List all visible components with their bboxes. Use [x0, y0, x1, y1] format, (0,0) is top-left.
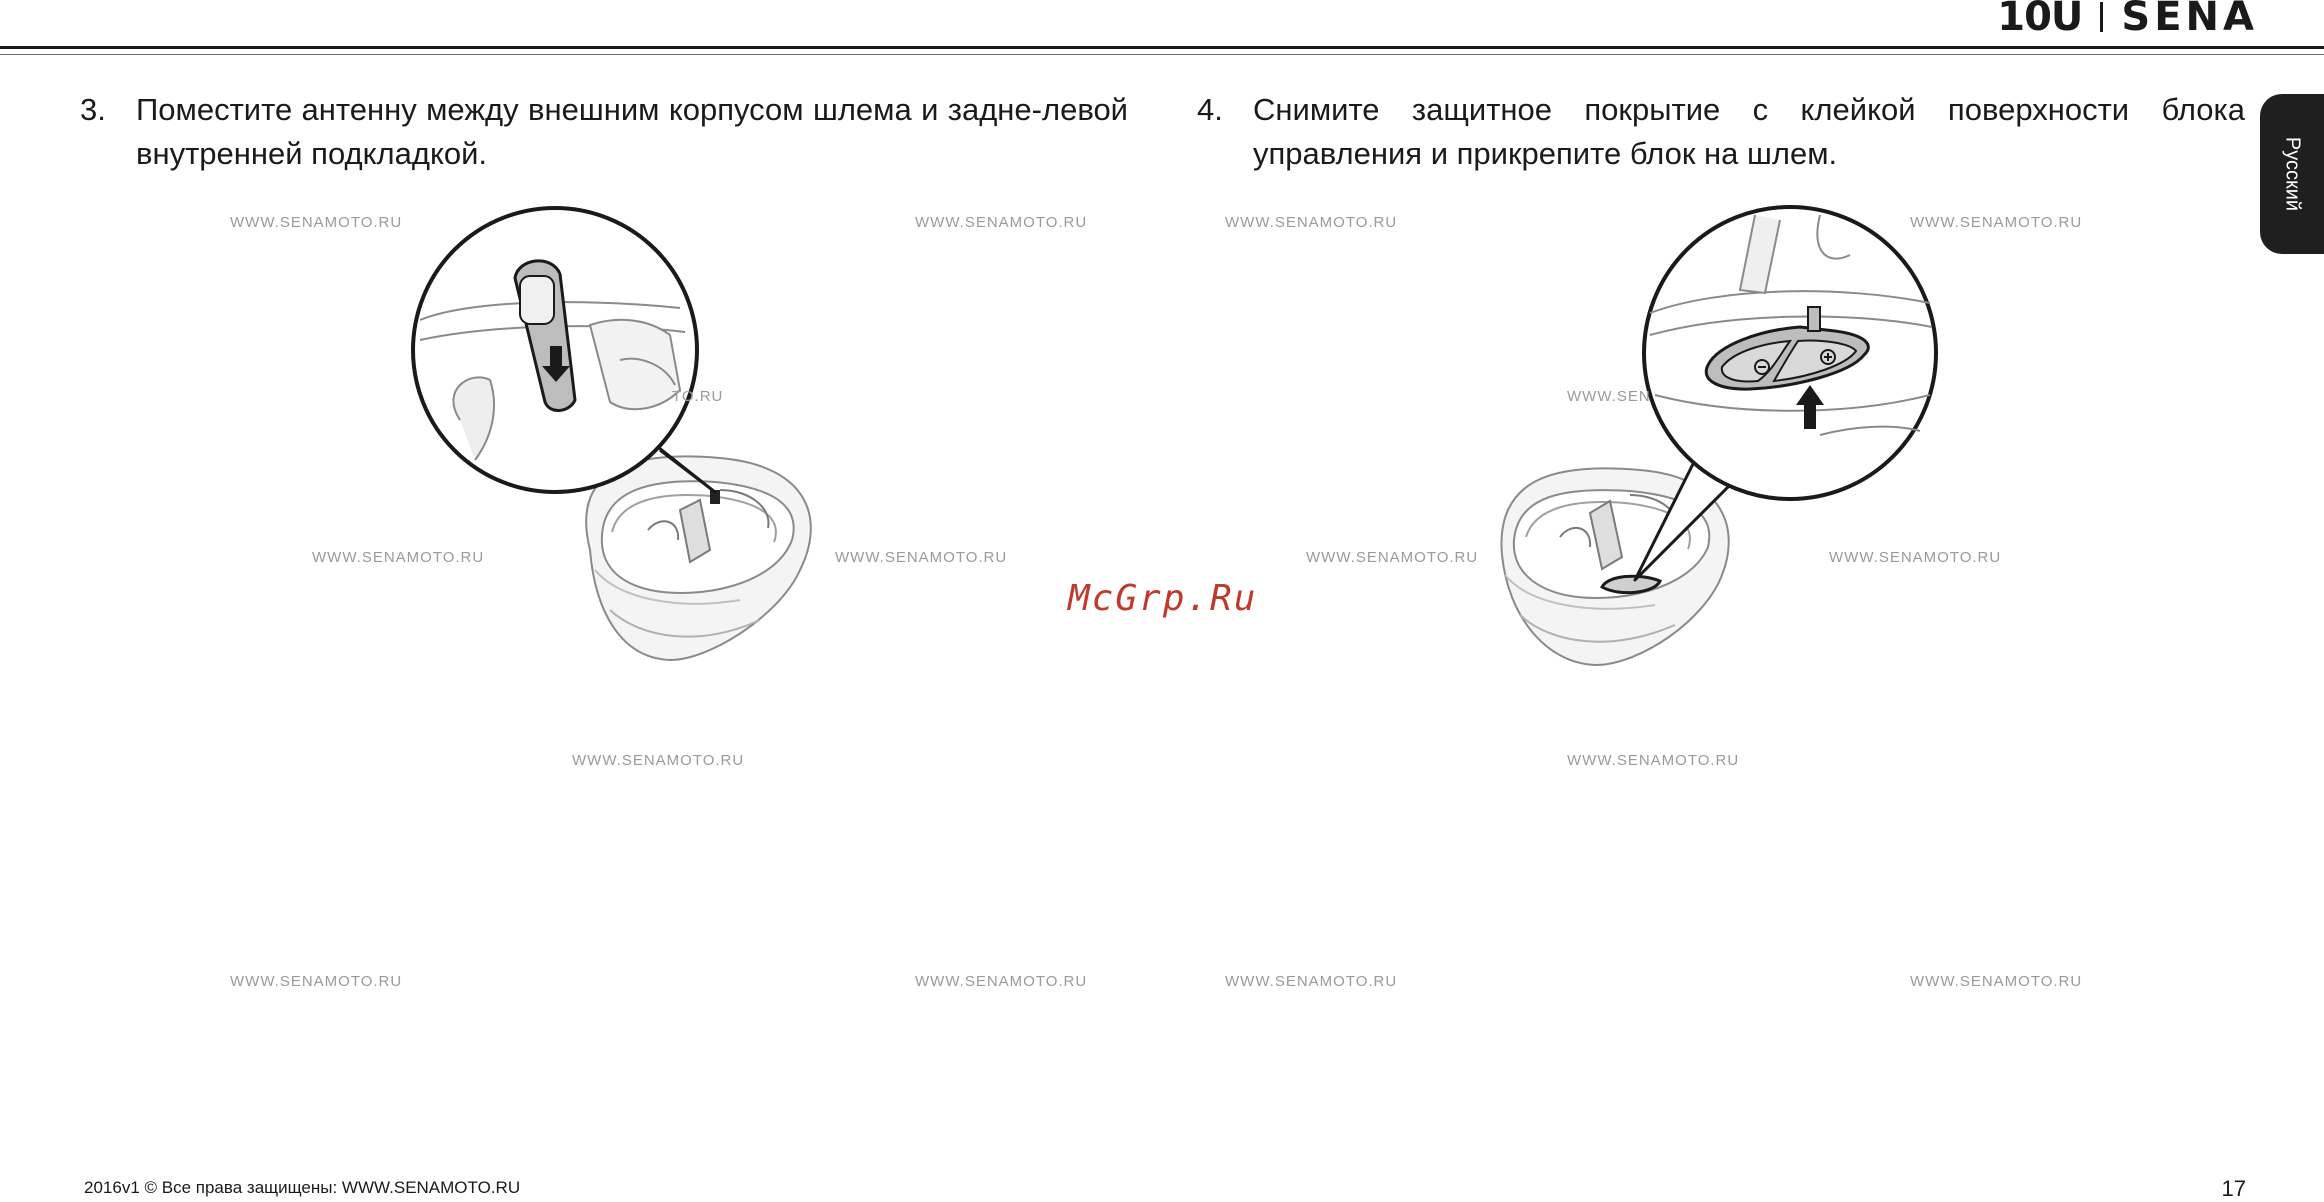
watermark: WWW.SENAMOTO.RU	[230, 214, 403, 231]
helmet-shell	[586, 456, 811, 660]
step-text: Снимите защитное покрытие с клейкой поверхности блока управления и прикрепите блок на шлем.	[1253, 92, 2245, 171]
brand-logo	[1997, 0, 2258, 40]
brand-name: SENA	[2121, 0, 2258, 40]
watermark: WWW.SENAMOTO.RU	[1567, 752, 1740, 769]
watermark: WWW.SENAMOTO.RU	[835, 549, 1008, 566]
language-tab-label: Русский	[2281, 136, 2304, 212]
step-3	[80, 88, 1128, 178]
watermark: WWW.SENAMOTO.RU	[1910, 214, 2083, 231]
brand-separator	[2100, 2, 2103, 32]
watermark: WWW.SENAMOTO.RU	[572, 752, 745, 769]
control-unit-small	[1602, 576, 1660, 592]
step-text: Поместите антенну между внешним корпусом шлема и задне-левой внутренней подкладкой.	[136, 92, 1128, 171]
step-number: 4.	[1197, 92, 1223, 127]
overlay-watermark: McGrp.Ru	[1068, 578, 1258, 619]
watermark-partial: TO.RU	[672, 388, 724, 405]
watermark: WWW.SENAMOTO.RU	[312, 549, 485, 566]
footer-copyright: 2016v1 © Все права защищены: WWW.SENAMOTO.RU	[84, 1178, 521, 1197]
page-number: 17	[2221, 1176, 2246, 1201]
step-number: 3.	[80, 92, 106, 127]
watermark: WWW.SENAMOTO.RU	[1829, 549, 2002, 566]
watermark: WWW.SENAMOTO.RU	[1225, 973, 1398, 990]
watermark: WWW.SENAMOTO.RU	[1910, 973, 2083, 990]
model-name: 10U	[1997, 0, 2083, 40]
header-rule-thin	[0, 54, 2324, 55]
watermark-partial: WWW.SEN	[1567, 388, 1651, 405]
language-tab[interactable]	[2260, 94, 2324, 254]
step-4	[1197, 88, 2245, 178]
watermark: WWW.SENAMOTO.RU	[1306, 549, 1479, 566]
illustration-control-unit	[1490, 195, 1950, 685]
illustration-antenna-placement	[380, 190, 840, 680]
watermark: WWW.SENAMOTO.RU	[1225, 214, 1398, 231]
watermark: WWW.SENAMOTO.RU	[915, 214, 1088, 231]
watermark: WWW.SENAMOTO.RU	[230, 973, 403, 990]
header-rule	[0, 46, 2324, 49]
watermark: WWW.SENAMOTO.RU	[915, 973, 1088, 990]
